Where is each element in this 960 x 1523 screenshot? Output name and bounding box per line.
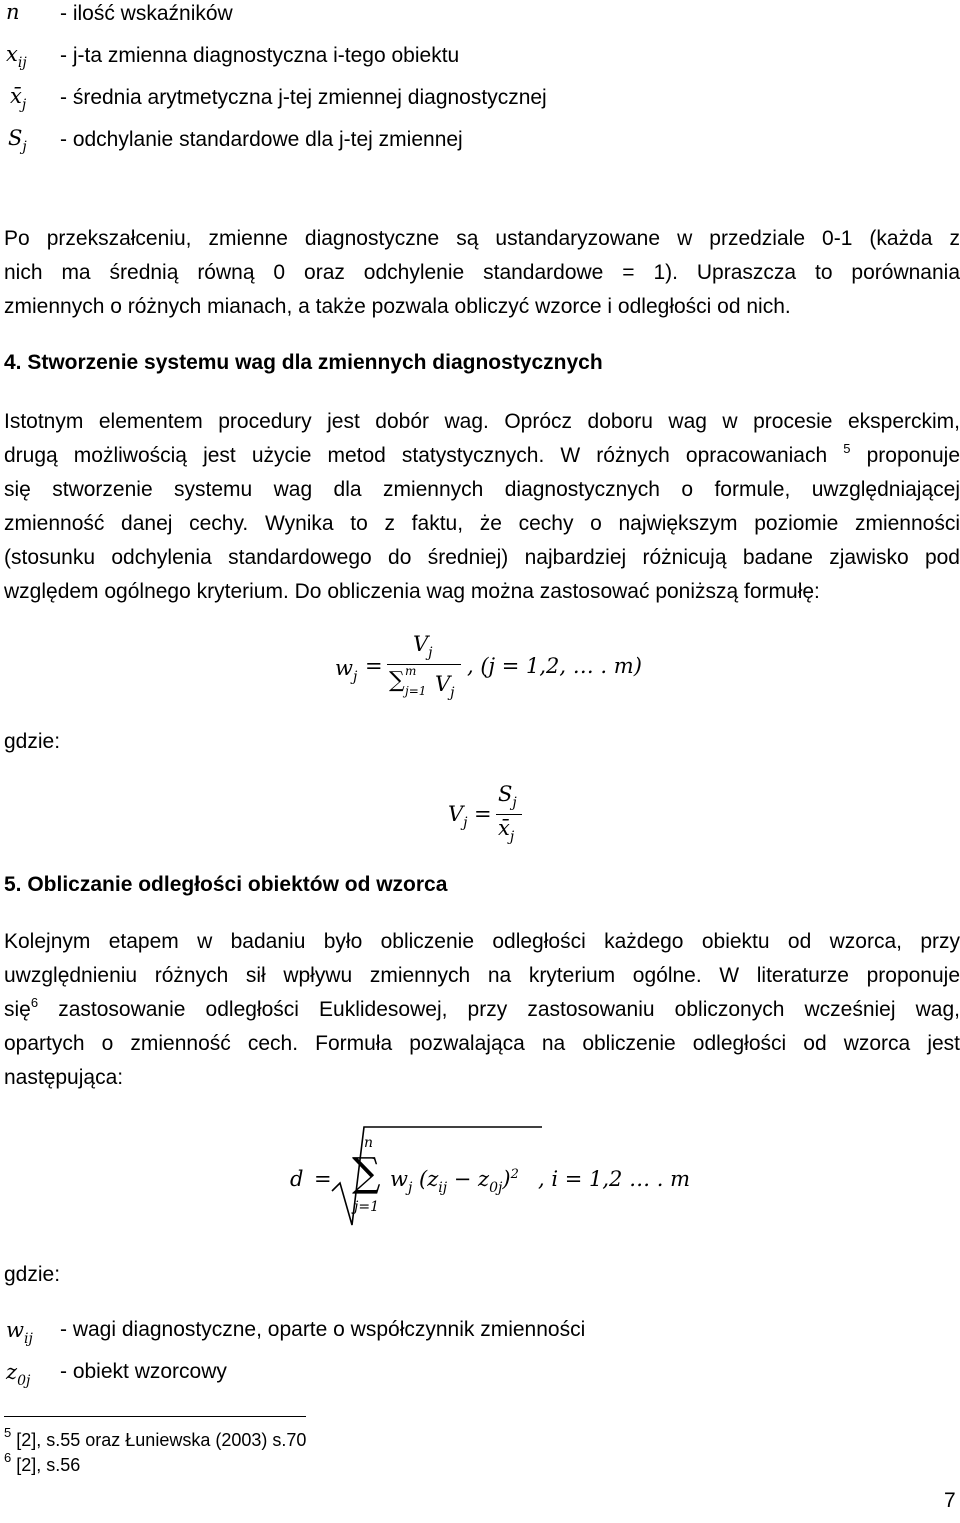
symbol-xij: xij	[6, 42, 27, 71]
symbol-description: - ilość wskaźników	[60, 2, 233, 25]
section-heading-4: 4. Stworzenie systemu wag dla zmiennych diagnostycznych	[4, 351, 603, 374]
footnote-divider	[4, 1416, 306, 1417]
symbol-xbar: x̄j	[10, 84, 27, 113]
formula-distance: d = n ∑ j=1 $w_j$ $(z_{ij} - z_{0j})^2$ , i = 1,2 … . m	[290, 1125, 690, 1235]
symbol-description: - wagi diagnostyczne, oparte o współczynnik zmienności	[60, 1318, 586, 1341]
footnotes	[4, 1425, 307, 1478]
fraction-bar	[496, 814, 522, 815]
symbol-description: - obiekt wzorcowy	[60, 1360, 227, 1383]
footnote-ref-6: 6	[30, 995, 39, 1010]
symbol-letter: n	[6, 0, 20, 24]
where-label: gdzie:	[4, 1263, 61, 1286]
symbol-description: - średnia arytmetyczna j-tej zmiennej diagnostycznej	[60, 86, 547, 109]
paragraph-standardization: Po przekszałceniu, zmienne diagnostyczne są ustandaryzowane w przedziale 0-1 (każda z nich ma średnią równą 0 oraz odchylenie standardowe = 1). Upraszcza to porównania zmiennych o różnych mianach, a także pozwala obliczyć wzorce i odległości od nich.	[4, 227, 960, 318]
symbol-wij: wij	[6, 1318, 33, 1347]
paragraph-weights: Istotnym elementem procedury jest dobór wag. Oprócz doboru wag w procesie eksperckim, drugą możliwością jest użycie metod statystycznych. W różnych opracowaniach $^5$ proponuje się stworzenie systemu wag dla zmiennych diagnostycznych o formule, uwzględniającej zmienność danej cechy. Wynika to z faktu, że cechy o największym poziomie zmienności (stosunku odchylenia standardowego do średniej) najbardziej różnicują badane zjawisko pod względem ogólnego kryterium. Do obliczenia wag można zastosować poniższą formułę:	[4, 410, 960, 603]
footnote-ref-5: 5	[843, 441, 851, 456]
footnote-6: $^6$ [2], s.56	[4, 1450, 81, 1475]
section-heading-5: 5. Obliczanie odległości obiektów od wzorca	[4, 873, 448, 896]
footnote-5: $^5$ [2], s.55 oraz Łuniewska (2003) s.70	[4, 1425, 307, 1450]
symbol-sj: Sj	[8, 126, 27, 155]
symbol-description: - odchylanie standardowe dla j-tej zmiennej	[60, 128, 463, 151]
formula-weights: $w_j$ = $V_j$ ∑ m j=1 $V_j$ , (j = 1,2, … . m)	[335, 632, 642, 701]
symbol-n	[6, 0, 20, 30]
formula-variation: $V_j$ = $S_j$ $x̄_j$	[448, 782, 548, 852]
page-number: 7	[944, 1489, 956, 1512]
fraction-bar	[387, 664, 461, 665]
where-label: gdzie:	[4, 730, 61, 753]
symbol-z0j: z0j	[6, 1360, 31, 1389]
symbol-description: - j-ta zmienna diagnostyczna i-tego obiektu	[60, 44, 460, 67]
paragraph-distance: Kolejnym etapem w badaniu było obliczenie odległości każdego obiektu od wzorca, przy uwzględnieniu różnych sił wpływu zmiennych na kryterium ogólne. W literaturze proponuje się$^6$ zastosowanie odległości Euklidesowej, przy zastosowaniu obliczonych wcześniej wag, opartych o zmienność cech. Formuła pozwalająca na obliczenie odległości od wzorca jest następująca:	[4, 930, 960, 1089]
